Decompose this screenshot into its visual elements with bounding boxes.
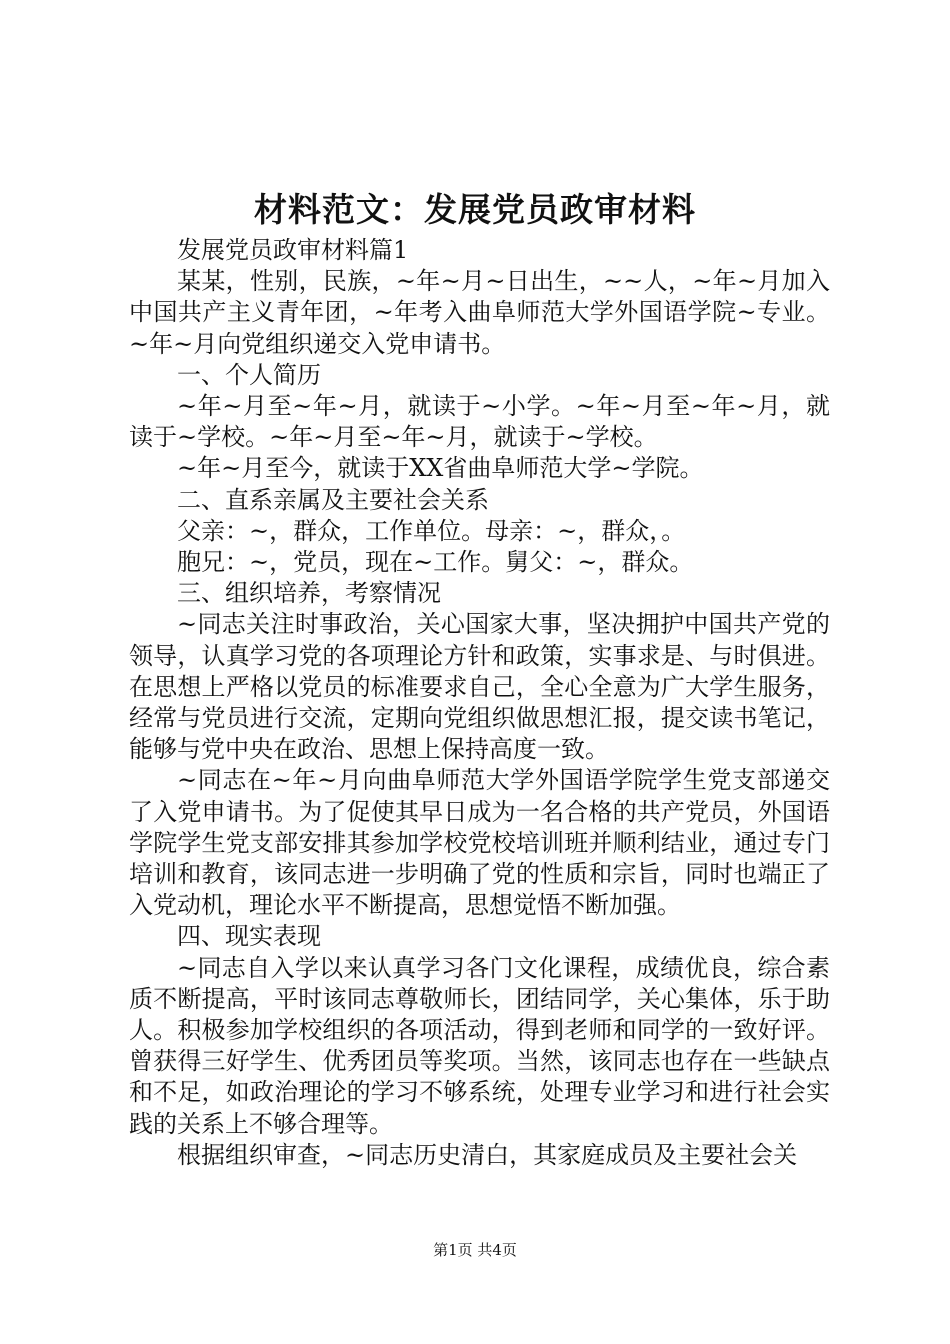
paragraph-political-stance: ~同志关注时事政治，关心国家大事，坚决拥护中国共产党的领导，认真学习党的各项理论方针和政策，实事求是、与时俱进。在思想上严格以党员的标准要求自己，全心全意为广大学生服务，经常与党员进行交流，定期向党组织做思想汇报，提交读书笔记，能够与党中央在政治、思想上保持高度一致。 xyxy=(129,610,830,764)
paragraph-application: ~同志在~年~月向曲阜师范大学外国语学院学生党支部递交了入党申请书。为了促使其早日成为一名合格的共产党员，外国语学院学生党支部安排其参加学校党校培训班并顺利结业，通过专门培训和教育，该同志进一步明确了党的性质和宗旨，同时也端正了入党动机，理论水平不断提高，思想觉悟不断加强。 xyxy=(129,766,830,920)
paragraph-parents: 父亲：~，群众，工作单位。母亲：~，群众，。 xyxy=(177,516,686,545)
page-number-footer: 第1页 共4页 xyxy=(433,1241,517,1259)
section-heading-training: 三、组织培养，考察情况 xyxy=(177,579,441,608)
paragraph-resume-current: ~年~月至今，就读于XX省曲阜师范大学~学院。 xyxy=(177,454,704,483)
section-heading-resume: 一、个人简历 xyxy=(177,360,321,389)
document-title: 材料范文：发展党员政审材料 xyxy=(254,190,696,229)
paragraph-resume-schools: ~年~月至~年~月，就读于~小学。~年~月至~年~月，就读于~学校。~年~月至~年~月，就读于~学校。 xyxy=(129,392,830,452)
document-body xyxy=(129,235,830,1171)
paragraph-intro: 某某，性别，民族，~年~月~日出生，~~人，~年~月加入中国共产主义青年团，~年考入曲阜师范大学外国语学院~专业。~年~月向党组织递交入党申请书。 xyxy=(129,267,830,358)
paragraph-other-relatives: 胞兄：~，党员，现在~工作。舅父：~，群众。 xyxy=(177,548,694,577)
section-heading-relatives: 二、直系亲属及主要社会关系 xyxy=(177,485,489,514)
section-heading-performance: 四、现实表现 xyxy=(177,922,321,951)
paragraph-heading-article: 发展党员政审材料篇1 xyxy=(177,236,409,264)
paragraph-review-conclusion: 根据组织审查，~同志历史清白，其家庭成员及主要社会关 xyxy=(177,1140,798,1169)
paragraph-performance: ~同志自入学以来认真学习各门文化课程，成绩优良，综合素质不断提高，平时该同志尊敬师长，团结同学，关心集体，乐于助人。积极参加学校组织的各项活动，得到老师和同学的一致好评。曾获得三好学生、优秀团员等奖项。当然，该同志也存在一些缺点和不足，如政治理论的学习不够系统，处理专业学习和进行社会实践的关系上不够合理等。 xyxy=(129,953,830,1138)
